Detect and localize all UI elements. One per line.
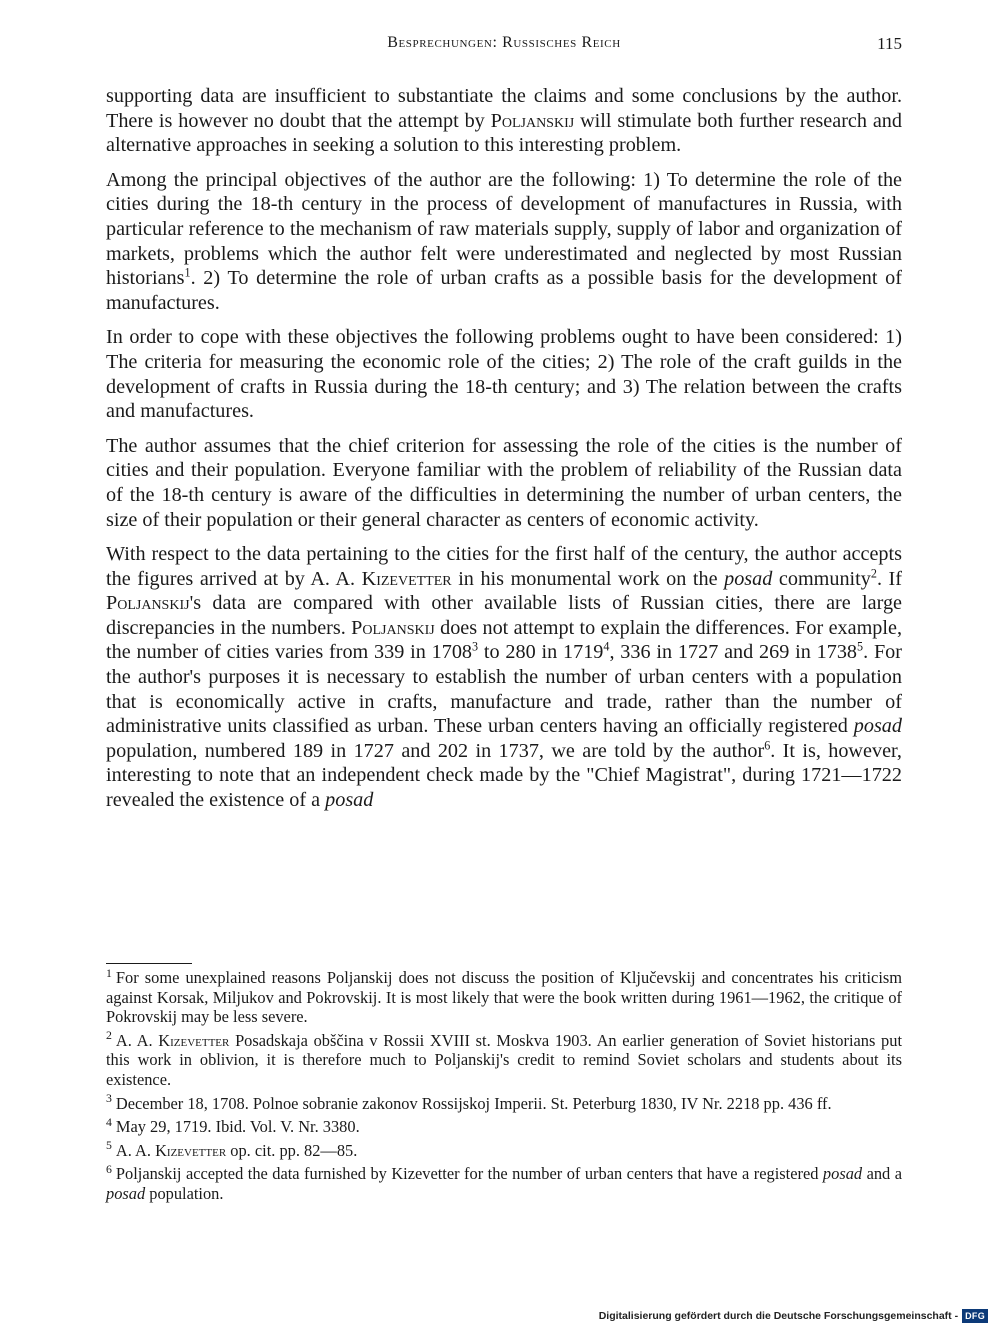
paragraph-5 [106, 542, 902, 813]
footnote-mark: 6 [106, 1161, 112, 1176]
text-run: will stimulate both further research and alternative approaches in seeking a solution to this interesting problem. [106, 109, 902, 157]
paragraph-4 [106, 434, 902, 532]
dfg-logo: DFG [962, 1309, 988, 1323]
footnote-text: For some unexplained reasons Poljanskij does not discuss the position of Ključevskij and concentrates his criticism against Korsak, Miljukov and Pokrovskij. It is most likely that were the book written during 1961—1962, the critique of Pokrovskij may be less severe. [106, 968, 902, 1027]
text-run: . For the author's purposes it is necessary to establish the number of urban centers with a population that is economically active in crafts, manufacture and trade, rather than the number of administrative units classified as urban. These urban centers having an officially registered [106, 641, 902, 738]
footnote-ref[interactable]: 5 [857, 639, 864, 654]
paragraph-2 [106, 168, 902, 316]
emphasis: posad [822, 1164, 863, 1184]
text-run: With respect to the data pertaining to the cities for the first half of the century, the author accepts the figures arrived at by A. A. [106, 543, 902, 590]
text-run: 's data are compared with other available lists of Russian cities, there are large discrepancies in the numbers. [106, 592, 902, 639]
footnote-mark: 3 [106, 1091, 112, 1106]
body-text [106, 84, 902, 823]
text-run: The author assumes that the chief criterion for assessing the role of the cities is the number of cities and their population. Everyone familiar with the problem of reliability of the Russian data of the 18-th century is aware of the difficulties in determining the number of urban centers, the size of their population or their general character as centers of economic activity. [106, 434, 902, 531]
author-name: Poljanskij [490, 109, 575, 132]
text-run: Among the principal objectives of the author are the following: 1) To determine the role of the cities during the 18-th century in the process of development of manufactures in Russia, with particular reference to the mechanism of raw materials supply, supply of labor and organization of markets, problems which the author felt were underestimated and neglected by most Russian historians [106, 168, 902, 290]
author-name: Kizevetter [158, 1030, 230, 1050]
footnote-text: Posadskaja obščina v Rossii XVIII st. Moskva 1903. An earlier generation of Soviet historians put this work in oblivion, it is therefore much to Poljanskij's credit to remind Soviet scholars and students about its existence. [106, 1030, 902, 1089]
text-run: does not attempt to explain the differences. For example, the number of cities varies from 339 in 1708 [106, 616, 902, 664]
footnote-text: op. cit. pp. 82—85. [226, 1140, 358, 1160]
footnote-ref[interactable]: 4 [603, 639, 610, 654]
footnote-mark: 4 [106, 1114, 112, 1129]
text-run: In order to cope with these objectives the following problems ought to have been considered: 1) The criteria for measuring the economic role of the cities; 2) The role of the craft guilds in the development of crafts in Russia during the 18-th century; and 3) The relation between the crafts and manufactures. [106, 326, 902, 423]
footnote-mark: 2 [106, 1028, 112, 1043]
credit-text: Digitalisierung gefördert durch die Deutsche Forschungsgemeinschaft - [598, 1310, 959, 1322]
footnote-ref[interactable]: 6 [764, 738, 771, 753]
text-run: . If [876, 567, 902, 590]
digitization-credit [599, 1307, 988, 1325]
footnote-divider [106, 963, 192, 964]
footnote-ref[interactable]: 3 [472, 639, 479, 654]
text-run: population, numbered 189 in 1727 and 202 in 1737, we are told by the author [106, 739, 765, 762]
text-run: supporting data are insufficient to substantiate the claims and some conclusions by the author. There is however no doubt that the attempt by [106, 85, 902, 132]
emphasis: posad [853, 715, 902, 738]
footnote-6 [106, 1161, 903, 1203]
footnote-text: May 29, 1719. Ibid. Vol. V. Nr. 3380. [115, 1117, 360, 1137]
emphasis: posad [724, 567, 773, 590]
emphasis: posad [325, 789, 374, 812]
text-run: . It is, however, interesting to note that an independent check made by the "Chief Magistrat", during 1721—1722 revealed the existence of a [106, 739, 902, 812]
footnote-text: A. A. [115, 1030, 159, 1050]
text-run: community [772, 567, 871, 590]
footnote-5 [106, 1138, 902, 1161]
footnote-text: Poljanskij accepted the data furnished by Kizevetter for the number of urban centers that have a registered [115, 1164, 823, 1184]
footnote-text: December 18, 1708. Polnoe sobranie zakonov Rossijskoj Imperii. St. Peterburg 1830, IV Nr. 2218 pp. 436 ff. [115, 1093, 832, 1113]
paragraph-3 [106, 325, 902, 423]
author-name: Kizevetter [361, 567, 452, 590]
text-run: , 336 in 1727 and 269 in 1738 [609, 641, 858, 664]
page-number: 115 [877, 34, 902, 53]
text-run: . 2) To determine the role of urban crafts as a possible basis for the development of manufactures. [106, 267, 902, 314]
footnote-4 [106, 1114, 902, 1137]
footnote-text: and a [862, 1164, 903, 1184]
footnote-mark: 5 [106, 1138, 112, 1153]
footnote-ref[interactable]: 1 [184, 265, 191, 280]
author-name: Poljanskij [351, 616, 435, 639]
footnote-mark: 1 [106, 965, 112, 980]
running-head: Besprechungen: Russisches Reich [387, 34, 621, 51]
text-run: in his monumental work on the [451, 567, 725, 590]
footnote-ref[interactable]: 2 [870, 565, 877, 580]
footnotes [106, 965, 903, 1208]
footnote-2 [106, 1028, 902, 1090]
footnote-1 [106, 965, 902, 1027]
footnote-text: A. A. [115, 1140, 156, 1160]
author-name: Kizevetter [155, 1140, 227, 1160]
text-run: to 280 in 1719 [478, 641, 604, 664]
footnote-3 [106, 1091, 902, 1114]
page-header [106, 34, 902, 58]
footnote-text: population. [145, 1183, 224, 1203]
emphasis: posad [106, 1183, 146, 1203]
author-name: Poljanskij [106, 592, 190, 615]
paragraph-1 [106, 84, 902, 158]
